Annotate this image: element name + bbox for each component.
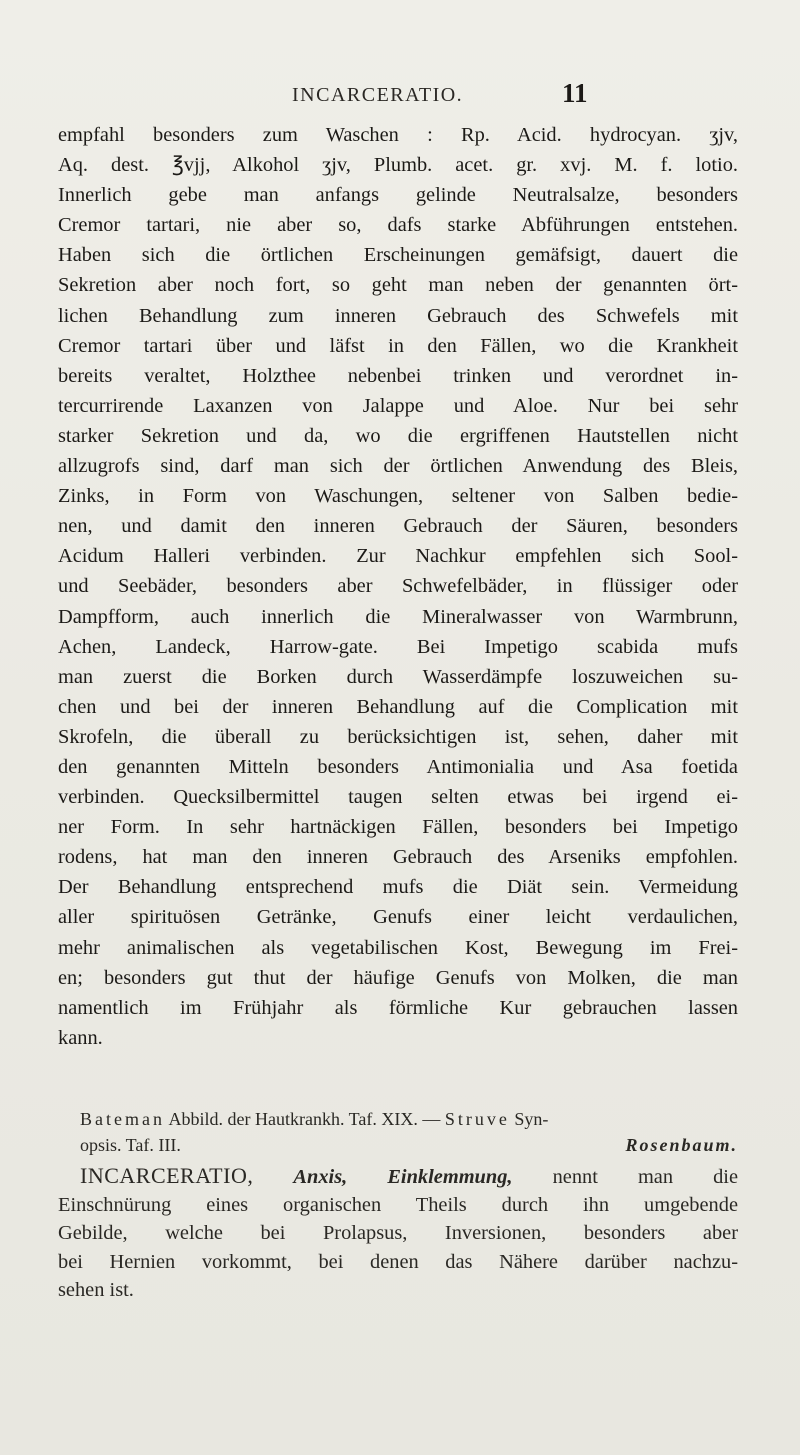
main-text [58, 120, 738, 1053]
text-line: verbinden. Quecksilbermittel taugen selten etwas bei irgend ei- [58, 786, 738, 809]
entry-headword: INCARCERATIO, [80, 1163, 254, 1188]
text-line: man zuerst die Borken durch Wasserdämpfe loszuweichen su- [58, 665, 738, 688]
text-line: allzugrofs sind, darf man sich der örtlichen Anwendung des Bleis, [58, 455, 738, 478]
author-signature: Rosenbaum. [625, 1135, 738, 1155]
text-line: Acidum Halleri verbinden. Zur Nachkur empfehlen sich Sool- [58, 545, 738, 568]
text-line: kann. [58, 1026, 103, 1049]
text-line: aller spirituösen Getränke, Genufs einer leicht verdaulichen, [58, 906, 738, 929]
entry-line [58, 1162, 738, 1191]
running-title: INCARCERATIO. [292, 84, 464, 106]
entry-line: sehen ist. [58, 1279, 134, 1301]
text-line: chen und bei der inneren Behandlung auf die Complication mit [58, 695, 738, 718]
text-line: nen, und damit den inneren Gebrauch der Säuren, besonders [58, 515, 738, 538]
text-line: tercurrirende Laxanzen von Jalappe und Aloe. Nur bei sehr [58, 394, 738, 417]
running-head [0, 78, 800, 108]
text-line: Der Behandlung entsprechend mufs die Diät sein. Vermeidung [58, 876, 738, 899]
entry-line: Gebilde, welche bei Prolapsus, Inversionen, besonders aber [58, 1222, 738, 1244]
reference-text: Abbild. der Hautkrankh. Taf. XIX. — [168, 1109, 441, 1129]
entry-text: nennt man die [552, 1166, 739, 1188]
text-line: Sekretion aber noch fort, so geht man neben der genannten ört- [58, 274, 738, 297]
entry-greek-term: Anxis, [293, 1166, 348, 1188]
text-line: und Seebäder, besonders aber Schwefelbäder, in flüssiger oder [58, 575, 738, 598]
text-line: mehr animalischen als vegetabilischen Kost, Bewegung im Frei- [58, 936, 738, 959]
text-line: Innerlich gebe man anfangs gelinde Neutralsalze, besonders [58, 184, 738, 207]
entry-line: bei Hernien vorkommt, bei denen das Nähere darüber nachzu- [58, 1250, 738, 1273]
text-line: Zinks, in Form von Waschungen, seltener von Salben bedie- [58, 485, 738, 508]
reference-text: opsis. Taf. III. [80, 1135, 181, 1155]
dictionary-entry [58, 1162, 738, 1305]
reference-line [58, 1106, 738, 1132]
text-line: Skrofeln, die überall zu berücksichtigen ist, sehen, daher mit [58, 725, 738, 748]
reference-line [58, 1132, 738, 1158]
text-line: den genannten Mitteln besonders Antimonialia und Asa foetida [58, 755, 738, 778]
text-line: Cremor tartari, nie aber so, dafs starke Abführungen entstehen. [58, 214, 738, 237]
text-line: rodens, hat man den inneren Gebrauch des Arseniks empfohlen. [58, 846, 738, 869]
text-line: Haben sich die örtlichen Erscheinungen gemäfsigt, dauert die [58, 244, 738, 267]
reference-text: Syn- [514, 1109, 549, 1129]
text-line: bereits veraltet, Holzthee nebenbei trinken und verordnet in- [58, 364, 738, 387]
reference-author: Struve [444, 1109, 510, 1129]
text-line: Cremor tartari über und läfst in den Fällen, wo die Krankheit [58, 334, 738, 357]
bibliography-references [58, 1106, 738, 1158]
text-line: starker Sekretion und da, wo die ergriffenen Hautstellen nicht [58, 424, 738, 447]
text-line: Dampfform, auch innerlich die Mineralwasser von Warmbrunn, [58, 605, 738, 628]
text-line: ner Form. In sehr hartnäckigen Fällen, besonders bei Impetigo [58, 816, 738, 839]
page-number: 11 [562, 78, 588, 108]
text-line: lichen Behandlung zum inneren Gebrauch des Schwefels mit [58, 304, 738, 327]
text-line: Aq. dest. ℥vjj, Alkohol ʒjv, Plumb. acet. gr. xvj. M. f. lotio. [58, 154, 738, 177]
text-line: Achen, Landeck, Harrow-gate. Bei Impetigo scabida mufs [58, 635, 738, 658]
reference-author: Bateman [80, 1109, 165, 1129]
entry-line: Einschnürung eines organischen Theils durch ihn umgebende [58, 1193, 738, 1216]
text-line: namentlich im Frühjahr als förmliche Kur gebrauchen lassen [58, 996, 738, 1019]
text-line: empfahl besonders zum Waschen : Rp. Acid. hydrocyan. ʒjv, [58, 124, 738, 146]
text-line: en; besonders gut thut der häufige Genufs von Molken, die man [58, 966, 738, 989]
entry-german-term: Einklemmung, [387, 1166, 513, 1188]
